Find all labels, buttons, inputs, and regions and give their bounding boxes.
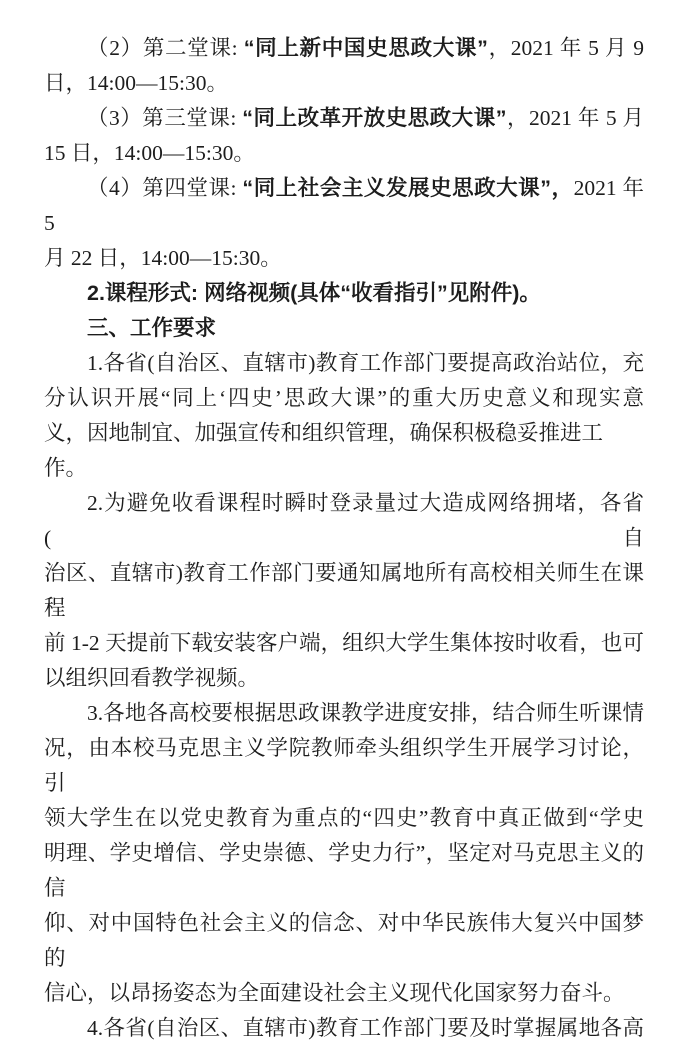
document-body xyxy=(44,31,644,1046)
bold-text-run: 2.课程形式: 网络视频(具体“收看指引”见附件)。 xyxy=(87,281,541,305)
text-run: 4.各省(自治区、直辖市)教育工作部门要及时掌握属地各高 xyxy=(87,1016,644,1040)
text-run: （3）第三堂课: xyxy=(87,106,243,130)
text-line xyxy=(44,1011,644,1046)
text-line xyxy=(44,136,644,171)
text-run: 2.为避免收看课程时瞬时登录量过大造成网络拥堵，各省(自 xyxy=(44,491,644,550)
text-line xyxy=(44,416,644,486)
text-line xyxy=(44,241,644,276)
text-run: 2021 年 5 xyxy=(44,176,644,235)
text-line xyxy=(44,801,644,836)
text-line xyxy=(44,696,644,731)
text-run: 15 日，14:00—15:30。 xyxy=(44,141,255,165)
text-run: 仰、对中国特色社会主义的信念、对中华民族伟大复兴中国梦的 xyxy=(44,911,644,970)
text-line xyxy=(44,661,644,696)
text-run: 义，因地制宜、加强宣传和组织管理，确保积极稳妥推进工作。 xyxy=(44,421,604,480)
text-run: （4）第四堂课: xyxy=(87,176,243,200)
bold-text-run: 三、工作要求 xyxy=(87,316,217,340)
text-run: ，2021 年 5 月 9 xyxy=(487,36,644,60)
text-run: 3.各地各高校要根据思政课教学进度安排，结合师生听课情 xyxy=(87,701,644,725)
text-line xyxy=(44,346,644,381)
text-line xyxy=(44,486,644,556)
text-run: 以组织回看教学视频。 xyxy=(44,666,260,690)
text-run: 1.各省(自治区、直辖市)教育工作部门要提高政治站位，充 xyxy=(87,351,644,375)
text-line xyxy=(44,731,644,801)
text-line xyxy=(44,381,644,416)
text-line xyxy=(44,556,644,626)
text-line xyxy=(44,171,644,241)
text-line xyxy=(44,906,644,976)
text-run: 明理、学史增信、学史崇德、学史力行”，坚定对马克思主义的信 xyxy=(44,841,644,900)
text-run: ，2021 年 5 月 xyxy=(506,106,644,130)
text-line xyxy=(44,101,644,136)
bold-text-run: “同上改革开放史思政大课” xyxy=(242,106,507,130)
text-run: 分认识开展“同上‘四史’思政大课”的重大历史意义和现实意 xyxy=(44,386,644,410)
bold-text-run: “同上新中国史思政大课” xyxy=(243,36,488,60)
text-run: 信心，以昂扬姿态为全面建设社会主义现代化国家努力奋斗。 xyxy=(44,981,625,1005)
text-run: 领大学生在以党史教育为重点的“四史”教育中真正做到“学史 xyxy=(44,806,644,830)
text-line xyxy=(44,276,644,311)
text-run: 日，14:00—15:30。 xyxy=(44,71,228,95)
text-line xyxy=(44,66,644,101)
text-run: （2）第二堂课: xyxy=(87,36,244,60)
text-run: 治区、直辖市)教育工作部门要通知属地所有高校相关师生在课程 xyxy=(44,561,644,620)
bold-text-run: “同上社会主义发展史思政大课”， xyxy=(242,176,574,200)
text-run: 况，由本校马克思主义学院教师牵头组织学生开展学习讨论，引 xyxy=(44,736,644,795)
text-run: 前 1-2 天提前下载安装客户端，组织大学生集体按时收看，也可 xyxy=(44,631,644,655)
text-line xyxy=(44,31,644,66)
text-line xyxy=(44,976,644,1011)
text-line xyxy=(44,311,644,346)
text-line xyxy=(44,836,644,906)
text-line xyxy=(44,626,644,661)
text-run: 月 22 日，14:00—15:30。 xyxy=(44,246,282,270)
